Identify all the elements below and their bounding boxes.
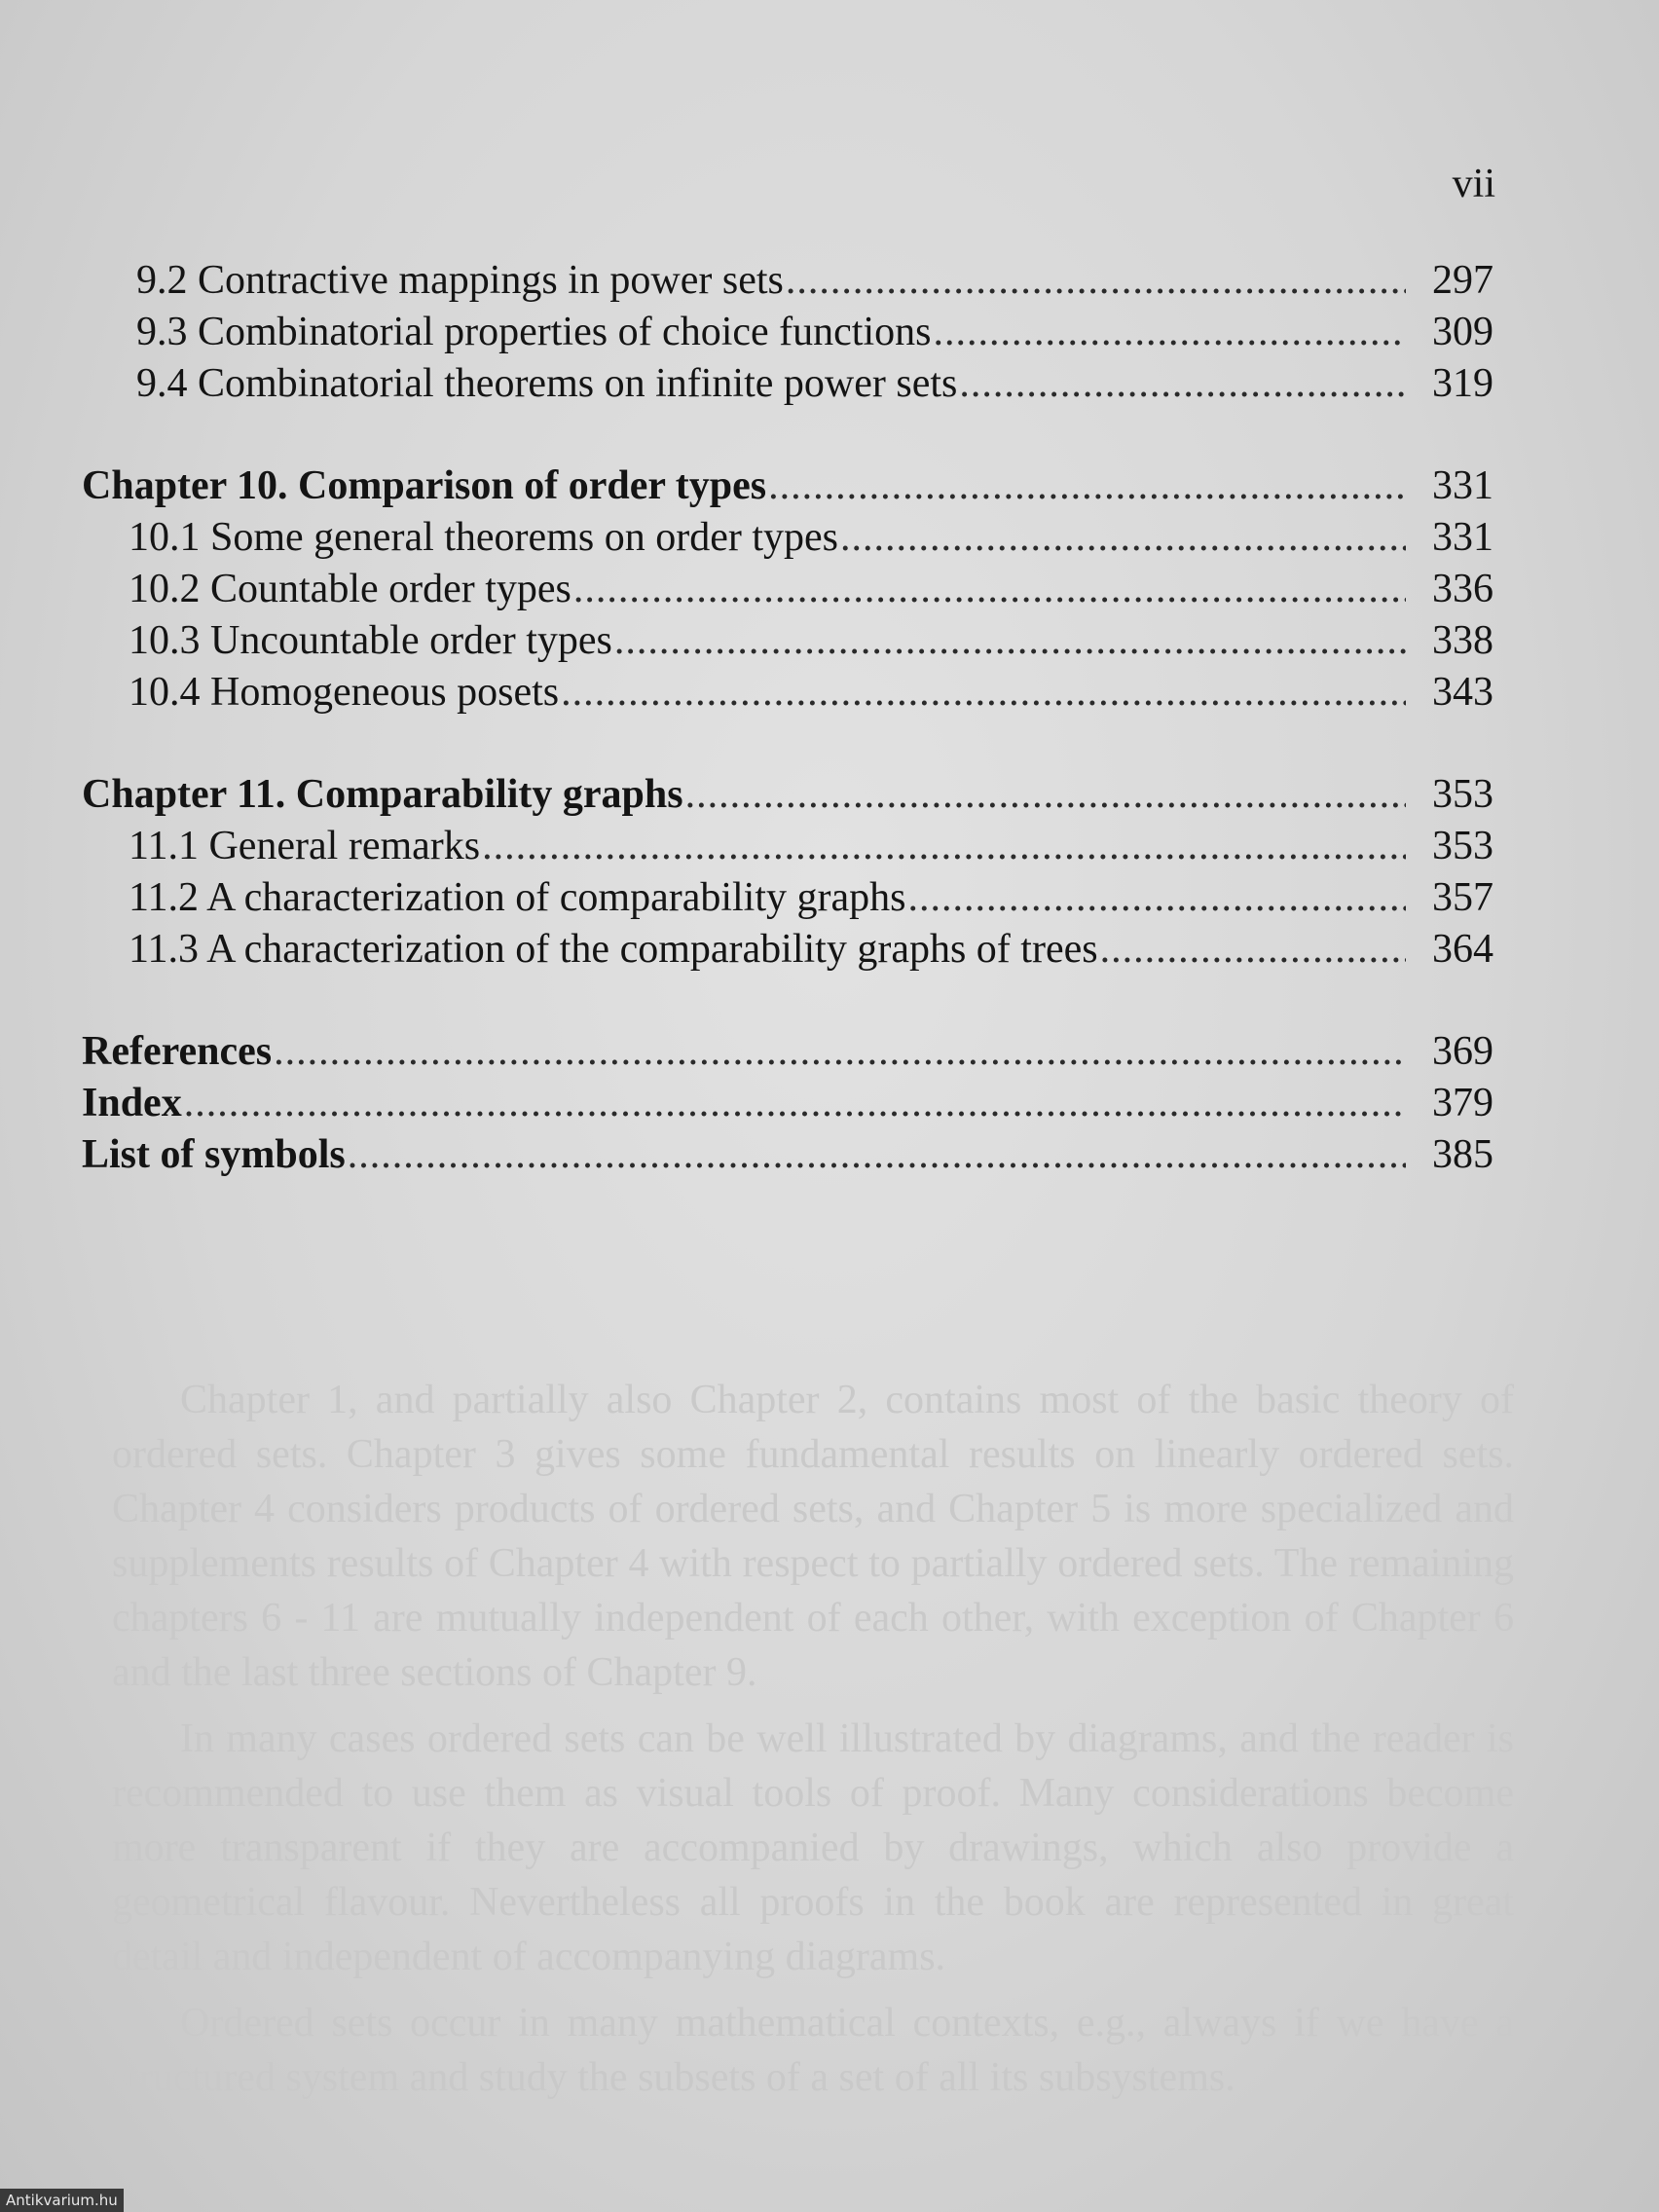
toc-entry-title: 10.1 Some general theorems on order types — [129, 515, 838, 560]
toc-chapter-10 — [82, 461, 1493, 512]
toc-chapter-title: List of symbols — [82, 1132, 346, 1177]
toc-entry-11-1 — [82, 821, 1493, 872]
dot-leader — [959, 358, 1406, 410]
dot-leader — [908, 872, 1407, 924]
toc-entry-title: 11.3 A characterization of the comparability graphs of trees — [129, 927, 1098, 972]
toc-entry-10-4 — [82, 667, 1493, 719]
toc-entry-page: 343 — [1432, 670, 1493, 715]
toc-chapter-title: Chapter 11. Comparability graphs — [82, 772, 683, 817]
dot-leader — [840, 512, 1406, 564]
dot-leader — [768, 461, 1406, 512]
toc-entry-11-3 — [82, 924, 1493, 976]
toc-entry-page: 338 — [1432, 618, 1493, 663]
toc-entry-page: 319 — [1432, 361, 1493, 406]
toc-entry-10-2 — [82, 564, 1493, 615]
toc-entry-title: 11.1 General remarks — [129, 824, 481, 868]
toc-entry-page: 379 — [1432, 1081, 1493, 1125]
toc-entry-page: 309 — [1432, 310, 1493, 354]
bleed-through-paragraph-2: In many cases ordered sets can be well illustrated by diagrams, and the reader is recommended to use them as visual tools of proof. Many considerations become more transparent if they are accompanied by drawings, which also provide a geometrical flavour. Nevertheless all proofs in the book are represented in great detail and independent of accompanying diagrams. — [112, 1716, 1514, 1979]
toc-entry-page: 369 — [1432, 1029, 1493, 1074]
toc-entry-9-4 — [82, 358, 1493, 410]
dot-leader — [685, 769, 1406, 821]
toc-index — [82, 1078, 1493, 1129]
toc-entry-title: 11.2 A characterization of comparability graphs — [129, 875, 906, 920]
dot-leader — [1100, 924, 1406, 976]
dot-leader — [274, 1026, 1406, 1078]
toc-entry-page: 353 — [1432, 824, 1493, 868]
toc-chapter-11 — [82, 769, 1493, 821]
toc-entry-title: 9.4 Combinatorial theorems on infinite power sets — [136, 361, 958, 406]
toc-entry-page: 331 — [1432, 463, 1493, 508]
dot-leader — [573, 564, 1406, 615]
page-number: vii — [1452, 162, 1495, 206]
bleed-through-paragraph-1: Chapter 1, and partially also Chapter 2, contains most of the basic theory of ordered sets. Chapter 3 gives some fundamental results on linearly ordered sets. Chapter 4 considers products of ordered sets, and Chapter 5 is more specialized and supplements results of Chapter 4 with respect to partially ordered sets. The remaining chapters 6 - 11 are mutually independent of each other, with exception of Chapter 6 and the last three sections of Chapter 9. — [112, 1378, 1514, 1695]
toc-chapter-title: Chapter 10. Comparison of order types — [82, 463, 767, 508]
bleed-through-paragraph-3: Ordered sets occur in many mathematical contexts, e.g., always if we have a structured system and study the subsets of a set of all its subsystems. — [112, 2001, 1514, 2100]
toc-entry-10-1 — [82, 512, 1493, 564]
dot-leader — [348, 1129, 1406, 1181]
dot-leader — [184, 1078, 1406, 1129]
dot-leader — [614, 615, 1406, 667]
bleed-through-text — [112, 1373, 1514, 2117]
dot-leader — [482, 821, 1406, 872]
toc-entry-title: 10.2 Countable order types — [129, 567, 571, 611]
toc-entry-10-3 — [82, 615, 1493, 667]
toc-entry-9-2 — [82, 255, 1493, 307]
toc-entry-page: 336 — [1432, 567, 1493, 611]
table-of-contents — [82, 255, 1493, 1181]
watermark-label: Antikvarium.hu — [0, 2189, 124, 2212]
toc-references — [82, 1026, 1493, 1078]
toc-entry-title: 10.3 Uncountable order types — [129, 618, 612, 663]
toc-entry-page: 353 — [1432, 772, 1493, 817]
toc-entry-page: 331 — [1432, 515, 1493, 560]
toc-entry-page: 385 — [1432, 1132, 1493, 1177]
toc-chapter-title: Index — [82, 1081, 182, 1125]
toc-entry-11-2 — [82, 872, 1493, 924]
toc-entry-title: 9.2 Contractive mappings in power sets — [136, 258, 784, 303]
toc-entry-title: 10.4 Homogeneous posets — [129, 670, 560, 715]
dot-leader — [933, 307, 1406, 358]
toc-entry-page: 357 — [1432, 875, 1493, 920]
toc-entry-9-3 — [82, 307, 1493, 358]
toc-entry-page: 297 — [1432, 258, 1493, 303]
toc-list-of-symbols — [82, 1129, 1493, 1181]
toc-chapter-title: References — [82, 1029, 273, 1074]
dot-leader — [561, 667, 1406, 719]
toc-entry-title: 9.3 Combinatorial properties of choice functions — [136, 310, 932, 354]
toc-entry-page: 364 — [1432, 927, 1493, 972]
dot-leader — [786, 255, 1406, 307]
